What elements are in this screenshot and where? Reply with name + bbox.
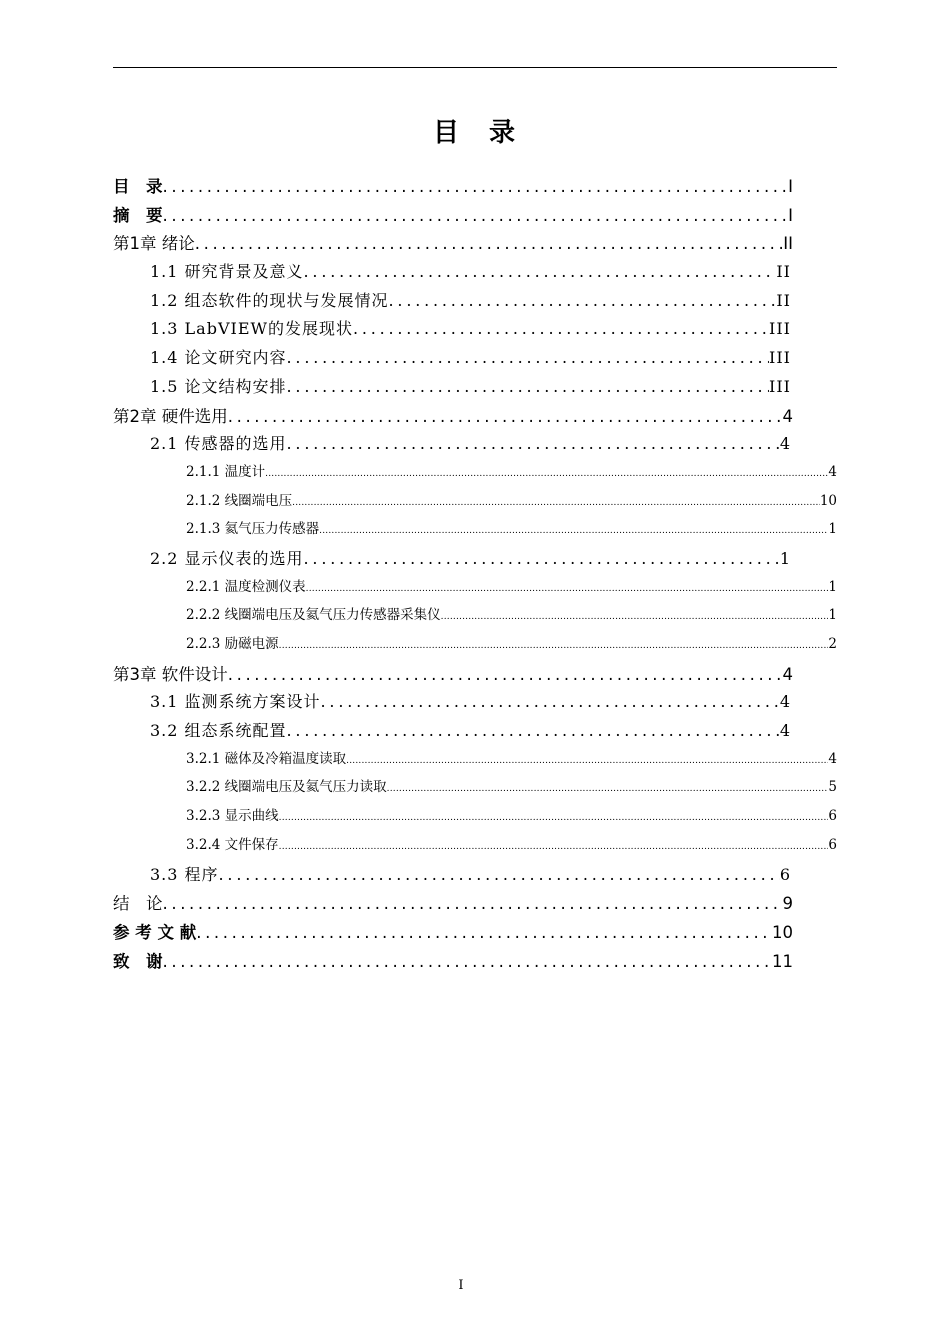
toc-entry[interactable] bbox=[113, 460, 837, 489]
toc-leader-dots bbox=[346, 756, 828, 766]
toc-entry-page: I bbox=[788, 177, 793, 196]
toc-entry-page: 10 bbox=[772, 922, 793, 942]
toc-entry-label: 2.2.1 温度检测仪表 bbox=[186, 578, 306, 595]
toc-entry-label: 1.2 组态软件的现状与发展情况 bbox=[150, 290, 389, 310]
toc-entry-label: 2.1.2 线圈端电压 bbox=[186, 492, 293, 509]
toc-leader-dots bbox=[287, 434, 780, 453]
toc-leader-dots bbox=[279, 641, 829, 651]
toc-entry-label: 2.2.2 线圈端电压及氦气压力传感器采集仪 bbox=[186, 607, 441, 624]
toc-leader-dots bbox=[195, 234, 784, 253]
toc-leader-dots bbox=[219, 865, 780, 884]
toc-entry-label: 目 录 bbox=[113, 177, 163, 196]
toc-entry[interactable] bbox=[113, 374, 791, 403]
toc-entry-label: 第1章 绪论 bbox=[113, 234, 195, 254]
toc-leader-dots bbox=[304, 262, 777, 281]
toc-entry-label: 3.2.3 显示曲线 bbox=[186, 808, 279, 825]
toc-entry-page: II bbox=[776, 262, 791, 282]
toc-leader-dots bbox=[441, 612, 829, 622]
toc-entry[interactable] bbox=[113, 316, 791, 345]
toc-entry-page: III bbox=[769, 348, 791, 368]
toc-entry-label: 3.2.4 文件保存 bbox=[186, 836, 279, 853]
toc-entry-label: 2.2.3 励磁电源 bbox=[186, 636, 279, 652]
toc-entry-page: 4 bbox=[828, 463, 837, 480]
toc-entry-page: 4 bbox=[779, 721, 791, 741]
toc-entry-page: 1 bbox=[828, 578, 837, 595]
toc-leader-dots bbox=[353, 319, 769, 338]
toc-entry-page: 2 bbox=[828, 636, 837, 652]
toc-entry-page: 1 bbox=[828, 607, 837, 624]
toc-leader-dots bbox=[228, 407, 783, 426]
toc-entry[interactable] bbox=[113, 775, 837, 804]
toc-leader-dots bbox=[228, 665, 783, 684]
toc-entry-page: 4 bbox=[828, 750, 837, 767]
toc-entry-label: 3.2.1 磁体及冷箱温度读取 bbox=[186, 750, 347, 767]
toc-entry-label: 2.2 显示仪表的选用 bbox=[150, 548, 304, 568]
toc-entry[interactable] bbox=[113, 833, 837, 862]
toc-entry[interactable] bbox=[113, 919, 793, 948]
toc-entry-page: II bbox=[776, 290, 791, 310]
toc-entry-label: 2.1.1 温度计 bbox=[186, 463, 266, 480]
toc-entry-page: 6 bbox=[828, 808, 837, 825]
toc-leader-dots bbox=[389, 291, 777, 310]
toc-entry[interactable] bbox=[113, 431, 791, 460]
toc-entry[interactable] bbox=[113, 403, 793, 432]
toc-entry-label: 3.3 程序 bbox=[150, 864, 219, 884]
toc-entry-label: 致 谢 bbox=[113, 951, 163, 971]
toc-entry[interactable] bbox=[113, 259, 791, 288]
toc-entry-page: 4 bbox=[779, 692, 791, 712]
toc-leader-dots bbox=[196, 923, 772, 942]
page-title: 目 录 bbox=[432, 118, 517, 148]
toc-entry-label: 结 论 bbox=[113, 894, 163, 914]
toc-entry[interactable] bbox=[113, 575, 837, 604]
toc-entry-label: 3.1 监测系统方案设计 bbox=[150, 692, 321, 712]
toc-entry[interactable] bbox=[113, 603, 837, 632]
toc-entry-label: 第3章 软件设计 bbox=[113, 664, 228, 684]
toc-entry-label: 1.4 论文研究内容 bbox=[150, 348, 287, 368]
toc-entry[interactable] bbox=[113, 517, 837, 546]
toc-entry[interactable] bbox=[113, 546, 791, 575]
toc-entry[interactable] bbox=[113, 230, 793, 259]
toc-entry-label: 摘 要 bbox=[113, 205, 163, 225]
toc-leader-dots bbox=[279, 842, 829, 852]
toc-entry-label: 1.3 LabVIEW的发展现状 bbox=[150, 319, 353, 339]
toc-entry-page: 4 bbox=[782, 406, 793, 426]
toc-entry[interactable] bbox=[113, 173, 793, 202]
toc-entry[interactable] bbox=[113, 747, 837, 776]
toc-entry-page: 5 bbox=[828, 779, 837, 796]
toc-leader-dots bbox=[387, 784, 829, 794]
toc-entry-page: III bbox=[769, 376, 791, 396]
toc-leader-dots bbox=[287, 348, 769, 367]
toc-entry[interactable] bbox=[113, 345, 791, 374]
toc-entry-label: 3.2.2 线圈端电压及氦气压力读取 bbox=[186, 779, 387, 796]
header-rule bbox=[113, 67, 837, 68]
toc-entry-page: 9 bbox=[782, 894, 793, 914]
toc-leader-dots bbox=[163, 894, 783, 913]
toc-entry[interactable] bbox=[113, 890, 793, 919]
toc-leader-dots bbox=[287, 721, 780, 740]
toc-entry[interactable] bbox=[113, 689, 791, 718]
toc-entry[interactable] bbox=[113, 862, 791, 891]
toc-leader-dots bbox=[163, 952, 773, 971]
toc-leader-dots bbox=[279, 813, 829, 823]
toc-entry[interactable] bbox=[113, 948, 793, 977]
toc-entry[interactable] bbox=[113, 288, 791, 317]
toc-leader-dots bbox=[319, 526, 828, 536]
toc-leader-dots bbox=[287, 377, 769, 396]
toc-entry-label: 1.1 研究背景及意义 bbox=[150, 262, 304, 282]
toc-entry-label: 第2章 硬件选用 bbox=[113, 406, 228, 426]
toc-entry-page: 10 bbox=[819, 492, 837, 509]
toc-leader-dots bbox=[265, 469, 828, 479]
toc-entry-page: II bbox=[783, 234, 793, 254]
toc-leader-dots bbox=[163, 177, 789, 196]
toc-entry-page: 6 bbox=[779, 864, 791, 884]
toc-entry-page: 1 bbox=[779, 548, 791, 568]
toc-entry-page: 4 bbox=[779, 434, 791, 454]
page-number: I bbox=[458, 1278, 464, 1293]
toc-entry-page: 11 bbox=[772, 951, 793, 971]
toc-entry-label: 2.1 传感器的选用 bbox=[150, 434, 287, 454]
toc-entry[interactable] bbox=[113, 804, 837, 833]
toc-entry-label: 2.1.3 氦气压力传感器 bbox=[186, 521, 320, 538]
toc-entry-label: 参 考 文 献 bbox=[113, 922, 197, 942]
toc-leader-dots bbox=[163, 206, 789, 225]
toc-leader-dots bbox=[304, 549, 780, 568]
toc-entry-page: 4 bbox=[782, 664, 793, 684]
toc-entry[interactable] bbox=[113, 718, 791, 747]
toc-entry[interactable] bbox=[113, 661, 793, 690]
toc-entry-page: I bbox=[788, 205, 793, 225]
toc-entry[interactable] bbox=[113, 202, 793, 231]
toc-leader-dots bbox=[292, 498, 820, 508]
toc-entry[interactable] bbox=[113, 632, 837, 661]
toc-entry-page: 1 bbox=[828, 521, 837, 538]
toc-entry-label: 3.2 组态系统配置 bbox=[150, 721, 287, 741]
toc-leader-dots bbox=[306, 584, 829, 594]
table-of-contents bbox=[113, 173, 837, 976]
toc-leader-dots bbox=[321, 692, 780, 711]
toc-entry[interactable] bbox=[113, 489, 837, 518]
toc-entry-page: III bbox=[769, 319, 791, 339]
toc-entry-page: 6 bbox=[828, 836, 837, 853]
toc-entry-label: 1.5 论文结构安排 bbox=[150, 376, 287, 396]
